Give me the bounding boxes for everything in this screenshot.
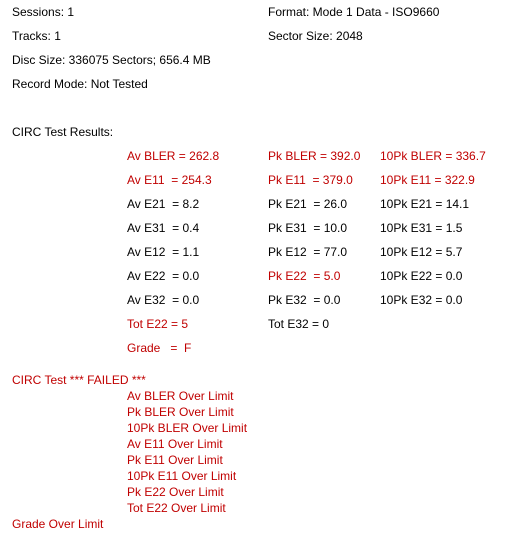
10pk-e22-value: 10Pk E22 = 0.0 (380, 269, 463, 283)
tot-e22-value: Tot E22 = 5 (127, 317, 189, 331)
10pk-e32-value: 10Pk E32 = 0.0 (380, 293, 463, 307)
circ-results-heading: CIRC Test Results: (12, 125, 114, 139)
circ-failed-heading: CIRC Test *** FAILED *** (12, 373, 146, 387)
disc-size-label: Disc Size: 336075 Sectors; 656.4 MB (12, 53, 211, 67)
pk-e32-value: Pk E32 = 0.0 (268, 293, 341, 307)
tot-e32-value: Tot E32 = 0 (268, 317, 330, 331)
pk-bler-value: Pk BLER = 392.0 (268, 149, 361, 163)
failure-reason: Av E11 Over Limit (127, 437, 223, 451)
tracks-label: Tracks: 1 (12, 29, 61, 43)
av-e31-value: Av E31 = 0.4 (127, 221, 200, 235)
pk-e11-value: Pk E11 = 379.0 (268, 173, 353, 187)
av-bler-value: Av BLER = 262.8 (127, 149, 220, 163)
failure-reason: Tot E22 Over Limit (127, 501, 226, 515)
grade-value: Grade = F (127, 341, 192, 355)
sector-size-label: Sector Size: 2048 (268, 29, 363, 43)
10pk-e31-value: 10Pk E31 = 1.5 (380, 221, 463, 235)
failure-reason: Pk E22 Over Limit (127, 485, 224, 499)
av-e22-value: Av E22 = 0.0 (127, 269, 200, 283)
format-label: Format: Mode 1 Data - ISO9660 (268, 5, 440, 19)
av-e21-value: Av E21 = 8.2 (127, 197, 200, 211)
av-e12-value: Av E12 = 1.1 (127, 245, 200, 259)
pk-e31-value: Pk E31 = 10.0 (268, 221, 348, 235)
failure-reason: Pk E11 Over Limit (127, 453, 223, 467)
10pk-e21-value: 10Pk E21 = 14.1 (380, 197, 470, 211)
failure-reason: 10Pk E11 Over Limit (127, 469, 237, 483)
10pk-bler-value: 10Pk BLER = 336.7 (380, 149, 486, 163)
pk-e12-value: Pk E12 = 77.0 (268, 245, 348, 259)
av-e32-value: Av E32 = 0.0 (127, 293, 200, 307)
failure-reason: Av BLER Over Limit (127, 389, 234, 403)
sessions-label: Sessions: 1 (12, 5, 75, 19)
av-e11-value: Av E11 = 254.3 (127, 173, 212, 187)
failure-reason: 10Pk BLER Over Limit (127, 421, 248, 435)
10pk-e12-value: 10Pk E12 = 5.7 (380, 245, 463, 259)
record-mode-label: Record Mode: Not Tested (12, 77, 148, 91)
10pk-e11-value: 10Pk E11 = 322.9 (380, 173, 475, 187)
failure-reason: Pk BLER Over Limit (127, 405, 234, 419)
pk-e22-value: Pk E22 = 5.0 (268, 269, 341, 283)
pk-e21-value: Pk E21 = 26.0 (268, 197, 348, 211)
grade-over-limit: Grade Over Limit (12, 517, 104, 531)
